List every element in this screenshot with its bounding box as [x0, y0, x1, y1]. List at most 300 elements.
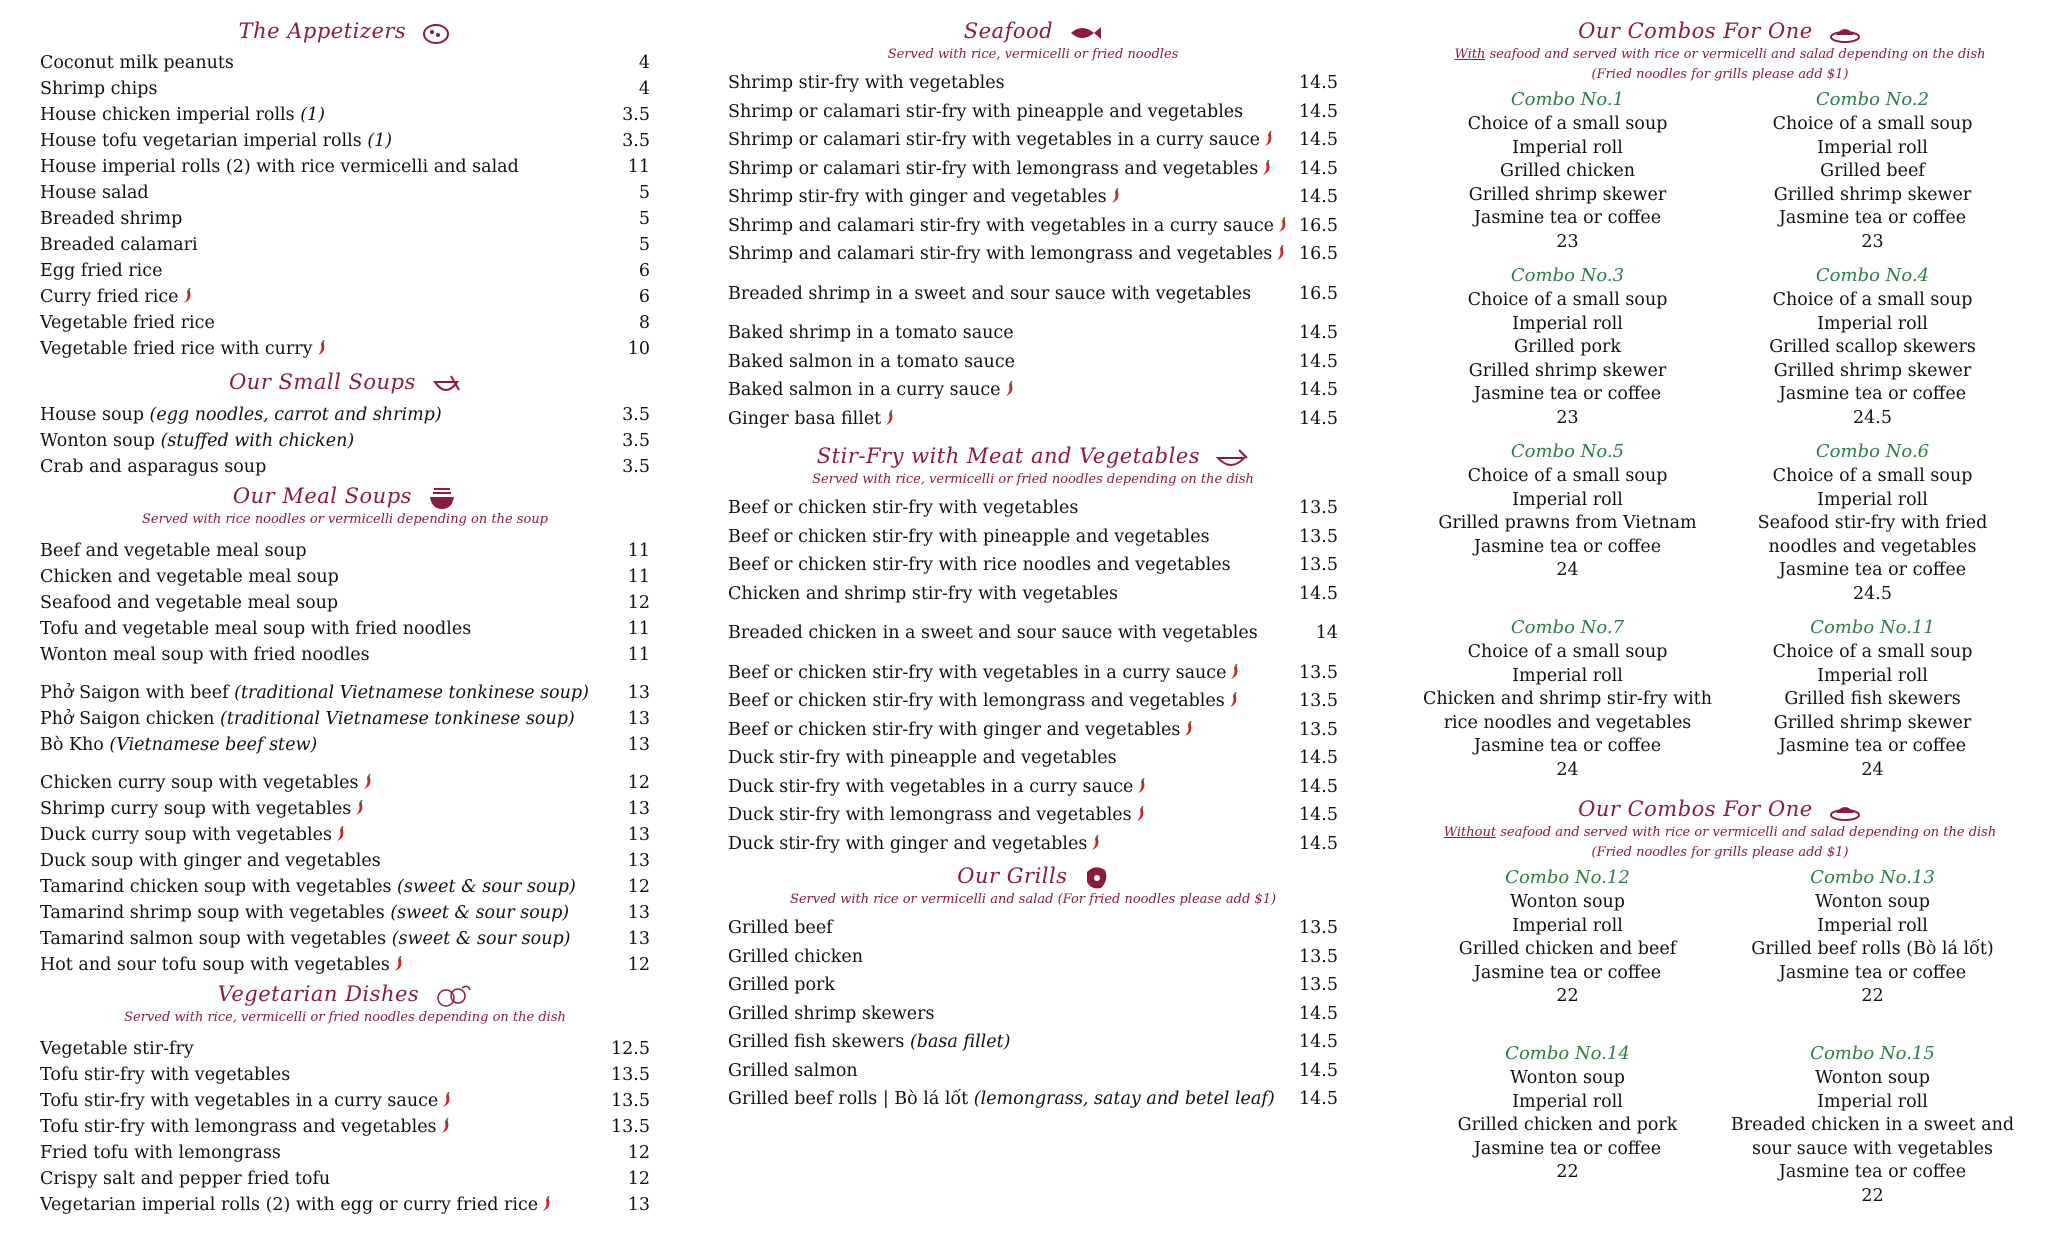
menu-item-name — [728, 555, 1231, 575]
menu-item-name — [40, 431, 354, 451]
menu-item — [40, 564, 650, 590]
menu-item — [728, 1000, 1338, 1029]
menu-item-price: 13.5 — [1299, 498, 1338, 519]
menu-item-name — [728, 1032, 1010, 1052]
menu-item-name — [40, 1039, 194, 1059]
menu-item — [728, 405, 1338, 434]
menu-item — [40, 1088, 650, 1114]
chili-pepper-icon — [1135, 778, 1147, 794]
menu-item-name — [40, 1143, 281, 1163]
item-note: (sweet & sour soup) — [397, 877, 576, 897]
combo-name: Combo No.3 — [1510, 265, 1625, 286]
menu-item-price: 14.5 — [1299, 408, 1338, 429]
combo-line: Choice of a small soup — [1467, 642, 1668, 662]
menu-item — [40, 402, 650, 428]
item-label: Tamarind chicken soup with vegetables — [40, 877, 392, 897]
item-label: Duck stir-fry with ginger and vegetables — [728, 833, 1088, 854]
item-label: Chicken curry soup with vegetables — [40, 773, 359, 793]
menu-item-price: 14.5 — [1299, 101, 1338, 122]
combo-card — [1725, 615, 2020, 791]
menu-item-name — [40, 209, 182, 229]
menu-item-name — [40, 105, 325, 125]
stirfry-list — [728, 494, 1338, 858]
menu-item — [40, 848, 650, 874]
menu-item-price: 4 — [638, 53, 650, 73]
chili-pepper-icon — [1274, 245, 1286, 261]
meal-soups-list — [40, 538, 650, 978]
item-note: (sweet & sour soup) — [391, 929, 571, 949]
menu-item-name — [40, 261, 162, 281]
menu-item — [728, 1085, 1338, 1114]
menu-item-price: 16.5 — [1299, 283, 1338, 304]
combo-name: Combo No.4 — [1815, 265, 1930, 286]
item-label: Vegetable stir-fry — [40, 1039, 194, 1059]
menu-item-price: 14.5 — [1299, 1089, 1338, 1110]
combo-line: Choice of a small soup — [1772, 114, 1973, 134]
item-label: Shrimp and calamari stir-fry with vegetables in a curry sauce — [728, 215, 1274, 236]
menu-item-name — [40, 53, 234, 73]
combo-line: Choice of a small soup — [1467, 466, 1668, 486]
combo-price: 22 — [1861, 986, 1884, 1007]
appetizers-list — [40, 50, 650, 362]
menu-item-name — [40, 131, 392, 151]
item-label: Breaded shrimp in a sweet and sour sauce with vegetables — [728, 283, 1252, 304]
menu-item-name — [40, 593, 338, 613]
menu-item — [40, 732, 650, 758]
menu-item-name — [40, 1169, 330, 1189]
chili-pepper-icon — [1227, 692, 1239, 708]
menu-item-name — [728, 1004, 934, 1024]
menu-item-name — [40, 287, 193, 307]
menu-item-name — [728, 1061, 858, 1081]
menu-item-price: 4 — [638, 79, 650, 99]
menu-item-price: 13 — [627, 735, 650, 755]
item-note: (stuffed with chicken) — [160, 431, 355, 451]
combos-with-subtitle-2: (Fried noodles for grills please add $1) — [1591, 67, 1849, 82]
combo-price: 23 — [1861, 231, 1884, 252]
combo-line: Grilled chicken and beef — [1458, 939, 1677, 960]
menu-item-price: 14.5 — [1299, 130, 1338, 151]
item-label: Duck stir-fry with pineapple and vegetables — [728, 748, 1117, 769]
menu-item-name — [40, 619, 471, 639]
combo-card — [1725, 439, 2020, 615]
combo-line: Jasmine tea or coffee — [1778, 736, 1967, 757]
combos-without-grid — [1420, 865, 2020, 1217]
chili-pepper-icon — [181, 288, 193, 304]
vegetarian-subtitle: Served with rice, vermicelli or fried noodles depending on the dish — [124, 1010, 566, 1025]
menu-item — [40, 874, 650, 900]
item-label: Chicken and vegetable meal soup — [40, 567, 339, 587]
combo-line: Imperial roll — [1817, 1091, 1928, 1112]
menu-item-name — [40, 457, 266, 477]
meal-soups-subtitle: Served with rice noodles or vermicelli depending on the soup — [142, 512, 548, 527]
combo-line: Jasmine tea or coffee — [1778, 1162, 1967, 1183]
menu-item-price: 13 — [627, 825, 650, 845]
menu-item — [728, 523, 1338, 552]
combo-card — [1420, 615, 1715, 791]
menu-item-name — [728, 216, 1288, 236]
menu-item-price: 5 — [638, 183, 650, 203]
chili-pepper-icon — [1182, 721, 1194, 737]
combo-price: 24 — [1556, 759, 1579, 780]
item-label: Seafood and vegetable meal soup — [40, 593, 339, 613]
menu-item-name — [40, 773, 373, 793]
menu-item — [40, 428, 650, 454]
item-label: Beef or chicken stir-fry with pineapple and vegetables — [728, 526, 1210, 547]
menu-item-name — [40, 709, 575, 729]
combo-line: Jasmine tea or coffee — [1473, 962, 1662, 983]
item-label: Beef and vegetable meal soup — [40, 541, 307, 561]
menu-item-price: 3.5 — [622, 105, 650, 125]
menu-item-name — [728, 102, 1243, 122]
item-note: (basa fillet) — [909, 1032, 1011, 1053]
menu-item — [40, 128, 650, 154]
item-label: Beef or chicken stir-fry with ginger and vegetables — [728, 719, 1181, 740]
item-label: Egg fried rice — [40, 261, 163, 281]
combo-line: Grilled prawns from Vietnam — [1438, 513, 1697, 534]
menu-item-name — [40, 183, 149, 203]
menu-item — [728, 687, 1338, 716]
menu-item-name — [40, 339, 327, 359]
menu-item — [40, 770, 650, 796]
chili-pepper-icon — [1003, 381, 1015, 397]
combo-line: Choice of a small soup — [1467, 114, 1668, 134]
menu-item-name — [40, 955, 404, 975]
combo-price: 24 — [1556, 560, 1579, 581]
menu-item — [728, 183, 1338, 212]
menu-item — [728, 155, 1338, 184]
menu-item-price: 13 — [627, 709, 650, 729]
vegetables-icon — [434, 982, 472, 1010]
menu-item-name — [728, 409, 895, 429]
menu-item — [40, 284, 650, 310]
item-label: Grilled beef rolls | Bò lá lốt — [728, 1089, 969, 1110]
menu-item — [40, 538, 650, 564]
menu-item — [728, 773, 1338, 802]
item-label: Baked salmon in a tomato sauce — [728, 351, 1015, 372]
chili-pepper-icon — [1228, 664, 1240, 680]
wok-icon — [1215, 446, 1249, 470]
menu-item-price: 14.5 — [1299, 833, 1338, 854]
menu-item-name — [40, 903, 569, 923]
menu-item-name — [40, 541, 307, 561]
combo-name: Combo No.12 — [1505, 867, 1630, 888]
item-label: Shrimp curry soup with vegetables — [40, 799, 352, 819]
item-label: Duck soup with ginger and vegetables — [40, 851, 381, 871]
combo-card — [1420, 439, 1715, 615]
menu-item-name — [728, 663, 1240, 683]
chili-pepper-icon — [1109, 188, 1121, 204]
steak-icon — [1083, 864, 1109, 892]
menu-item-price: 14.5 — [1299, 583, 1338, 604]
combo-name: Combo No.14 — [1505, 1043, 1630, 1064]
item-label: Phở Saigon with beef — [40, 683, 229, 703]
menu-item-price: 14.5 — [1299, 776, 1338, 797]
item-label: Breaded chicken in a sweet and sour sauce with vegetables — [728, 623, 1258, 644]
item-label: Curry fried rice — [40, 287, 179, 307]
menu-item-name — [728, 834, 1101, 854]
combo-line: Choice of a small soup — [1772, 466, 1973, 486]
combo-line: Grilled shrimp skewer — [1773, 712, 1972, 733]
menu-item — [40, 258, 650, 284]
item-label: Grilled shrimp skewers — [728, 1003, 935, 1024]
menu-item-price: 14.5 — [1299, 1060, 1338, 1081]
seafood-heading: Seafood — [728, 17, 1338, 45]
menu-item-price: 11 — [627, 541, 650, 561]
chili-pepper-icon — [1262, 131, 1274, 147]
combo-line: rice noodles and vegetables — [1443, 712, 1692, 733]
menu-item-name — [728, 284, 1251, 304]
item-label: Shrimp or calamari stir-fry with pineapple and vegetables — [728, 101, 1244, 122]
menu-item-name — [728, 187, 1121, 207]
menu-item-price: 13.5 — [611, 1117, 650, 1137]
menu-item-price: 13 — [627, 851, 650, 871]
combos-with-subtitle: With seafood and served with rice or vermicelli and salad depending on the dish — [1454, 47, 1986, 62]
item-label: House imperial rolls (2) with rice vermicelli and salad — [40, 157, 519, 177]
chili-pepper-icon — [315, 340, 327, 356]
combo-card — [1420, 263, 1715, 439]
combo-price: 22 — [1556, 986, 1579, 1007]
item-label: Shrimp and calamari stir-fry with lemongrass and vegetables — [728, 244, 1273, 265]
vegetarian-heading: Vegetarian Dishes — [40, 980, 650, 1008]
combo-name: Combo No.13 — [1810, 867, 1935, 888]
soup-spoon-icon — [431, 372, 461, 396]
menu-item-name — [728, 748, 1117, 768]
combo-line: Wonton soup — [1510, 892, 1625, 912]
combo-card — [1725, 87, 2020, 263]
item-label: House chicken imperial rolls — [40, 105, 295, 125]
combo-line: Imperial roll — [1817, 489, 1928, 510]
combo-line: Wonton soup — [1815, 892, 1930, 912]
menu-item-name — [40, 157, 519, 177]
combo-line: Jasmine tea or coffee — [1778, 962, 1967, 983]
menu-item-price: 14.5 — [1299, 380, 1338, 401]
item-label: Wonton soup — [40, 431, 155, 451]
menu-item — [40, 1062, 650, 1088]
item-label: Bò Kho — [40, 735, 104, 755]
item-label: Wonton meal soup with fried noodles — [40, 645, 370, 665]
menu-item-name — [40, 929, 571, 949]
item-label: Beef or chicken stir-fry with rice noodles and vegetables — [728, 555, 1231, 576]
combo-line: Imperial roll — [1512, 1091, 1623, 1112]
menu-item — [40, 336, 650, 362]
menu-item-price: 10 — [627, 339, 650, 359]
combo-line: Imperial roll — [1817, 915, 1928, 936]
menu-item — [728, 744, 1338, 773]
menu-item-name — [728, 380, 1015, 400]
menu-item — [40, 1114, 650, 1140]
combo-line: Grilled shrimp skewer — [1773, 360, 1972, 381]
item-label: Beef or chicken stir-fry with lemongrass and vegetables — [728, 691, 1225, 712]
item-label: Shrimp or calamari stir-fry with lemongrass and vegetables — [728, 158, 1259, 179]
menu-item — [40, 616, 650, 642]
menu-item — [40, 1166, 650, 1192]
menu-item — [728, 240, 1338, 269]
menu-item-price: 12 — [627, 1169, 650, 1189]
combo-line: Wonton soup — [1510, 1068, 1625, 1088]
combo-line: Jasmine tea or coffee — [1473, 208, 1662, 229]
menu-column-2 — [728, 0, 1338, 1114]
menu-item-price: 3.5 — [622, 431, 650, 451]
menu-item-name — [40, 313, 215, 333]
item-label: Baked shrimp in a tomato sauce — [728, 323, 1014, 344]
item-label: Tofu and vegetable meal soup with fried noodles — [40, 619, 472, 639]
menu-item-price: 13.5 — [1299, 662, 1338, 683]
menu-item-name — [728, 691, 1239, 711]
menu-item-name — [40, 1065, 290, 1085]
menu-item-price: 12 — [627, 877, 650, 897]
menu-item-price: 14.5 — [1299, 1032, 1338, 1053]
item-label: Grilled beef — [728, 918, 833, 939]
combos-without-heading: Our Combos For One — [1420, 795, 2020, 823]
item-label: Duck stir-fry with lemongrass and vegetables — [728, 805, 1132, 826]
menu-item — [728, 319, 1338, 348]
menu-item-price: 14.5 — [1299, 323, 1338, 344]
menu-item — [728, 580, 1338, 609]
menu-item-price: 6 — [638, 261, 650, 281]
item-label: Tofu stir-fry with vegetables in a curry sauce — [40, 1091, 439, 1111]
menu-item-name — [40, 405, 442, 425]
menu-item-price: 12 — [627, 593, 650, 613]
combo-card — [1725, 263, 2020, 439]
combo-line: Grilled chicken — [1500, 161, 1635, 182]
menu-item — [40, 590, 650, 616]
menu-item — [728, 716, 1338, 745]
combo-name: Combo No.11 — [1810, 617, 1935, 638]
combo-line: Grilled beef rolls (Bò lá lốt) — [1751, 939, 1994, 960]
grills-subtitle: Served with rice or vermicelli and salad (For fried noodles please add $1) — [789, 892, 1277, 907]
menu-item — [728, 830, 1338, 859]
item-label: Chicken and shrimp stir-fry with vegetables — [728, 583, 1118, 604]
item-note: (1) — [367, 131, 393, 151]
menu-item-price: 8 — [638, 313, 650, 333]
item-note: (Vietnamese beef stew) — [109, 735, 318, 755]
combo-name: Combo No.15 — [1810, 1043, 1935, 1064]
combo-line: Chicken and shrimp stir-fry with — [1423, 689, 1712, 710]
chili-pepper-icon — [1089, 835, 1101, 851]
menu-item-name — [728, 777, 1147, 797]
menu-item-price: 11 — [627, 645, 650, 665]
item-label: Vegetarian imperial rolls (2) with egg or curry fried rice — [40, 1195, 539, 1215]
combo-line: Jasmine tea or coffee — [1473, 384, 1662, 405]
item-label: Shrimp chips — [40, 79, 158, 99]
menu-item-price: 14.5 — [1299, 158, 1338, 179]
combo-price: 23 — [1556, 231, 1579, 252]
item-note: (1) — [300, 105, 325, 125]
menu-item-price: 11 — [627, 619, 650, 639]
combo-name: Combo No.1 — [1510, 89, 1625, 110]
menu-item — [728, 619, 1338, 648]
seafood-subtitle: Served with rice, vermicelli or fried noodles — [887, 47, 1179, 62]
menu-item — [40, 1192, 650, 1218]
menu-item-price: 13 — [627, 799, 650, 819]
menu-item-price: 3.5 — [622, 457, 650, 477]
combo-line: Imperial roll — [1512, 665, 1623, 686]
combo-line: Grilled beef — [1820, 161, 1925, 182]
item-label: Shrimp stir-fry with ginger and vegetables — [728, 187, 1107, 208]
combo-card — [1420, 865, 1715, 1041]
menu-item — [728, 551, 1338, 580]
menu-item-price: 12 — [627, 1143, 650, 1163]
combos-without-subtitle-2: (Fried noodles for grills please add $1) — [1591, 845, 1849, 860]
item-note: (egg noodles, carrot and shrimp) — [149, 405, 442, 425]
menu-item-name — [728, 947, 863, 967]
menu-item-name — [728, 918, 833, 938]
combo-line: Imperial roll — [1512, 137, 1623, 158]
menu-item — [40, 900, 650, 926]
menu-item-name — [40, 1117, 451, 1137]
combo-line: Imperial roll — [1817, 665, 1928, 686]
menu-item — [728, 98, 1338, 127]
item-label: Hot and sour tofu soup with vegetables — [40, 955, 390, 975]
menu-item-name — [728, 244, 1286, 264]
seafood-list — [728, 69, 1338, 433]
combo-line: Jasmine tea or coffee — [1778, 208, 1967, 229]
combo-price: 24.5 — [1853, 583, 1892, 604]
combo-line: Choice of a small soup — [1772, 642, 1973, 662]
menu-item-name — [40, 1091, 452, 1111]
chili-pepper-icon — [1276, 217, 1288, 233]
menu-item — [40, 310, 650, 336]
menu-item-name — [40, 825, 346, 845]
menu-item-name — [728, 498, 1078, 518]
menu-item-price: 16.5 — [1299, 215, 1338, 236]
menu-item-name — [728, 720, 1194, 740]
menu-item — [728, 971, 1338, 1000]
menu-item — [40, 952, 650, 978]
item-label: Coconut milk peanuts — [40, 53, 234, 73]
item-label: House tofu vegetarian imperial rolls — [40, 131, 362, 151]
grills-heading: Our Grills — [728, 862, 1338, 890]
bowl-icon — [421, 21, 451, 45]
combo-line: Choice of a small soup — [1467, 290, 1668, 310]
menu-item — [40, 206, 650, 232]
combo-price: 22 — [1556, 1162, 1579, 1183]
menu-item — [40, 796, 650, 822]
menu-item-price: 13 — [627, 929, 650, 949]
menu-item-price: 13.5 — [1299, 918, 1338, 939]
combo-line: Seafood stir-fry with fried — [1757, 513, 1988, 534]
menu-item-name — [40, 877, 576, 897]
item-label: House soup — [40, 405, 144, 425]
menu-item — [40, 822, 650, 848]
appetizers-heading: The Appetizers — [40, 17, 650, 45]
combo-line: Imperial roll — [1817, 313, 1928, 334]
combo-price: 24.5 — [1853, 407, 1892, 428]
item-label: Crispy salt and pepper fried tofu — [40, 1169, 331, 1189]
chili-pepper-icon — [392, 956, 404, 972]
menu-item — [728, 348, 1338, 377]
menu-item — [728, 943, 1338, 972]
menu-item-price: 12 — [627, 773, 650, 793]
combo-line: Grilled pork — [1514, 337, 1621, 358]
menu-item-price: 3.5 — [622, 131, 650, 151]
combo-line: noodles and vegetables — [1768, 536, 1977, 557]
combo-line: Imperial roll — [1512, 489, 1623, 510]
menu-item — [728, 494, 1338, 523]
chili-pepper-icon — [353, 800, 365, 816]
small-soups-heading: Our Small Soups — [40, 368, 650, 396]
item-label: Phở Saigon chicken — [40, 709, 215, 729]
menu-item — [728, 914, 1338, 943]
item-label: Grilled chicken — [728, 946, 863, 967]
item-label: Grilled fish skewers — [728, 1032, 905, 1053]
item-note: (traditional Vietnamese tonkinese soup) — [234, 683, 589, 703]
item-label: Tofu stir-fry with lemongrass and vegetables — [40, 1117, 437, 1137]
menu-item-price: 13 — [627, 683, 650, 703]
small-soups-list — [40, 402, 650, 480]
item-label: Duck curry soup with vegetables — [40, 825, 332, 845]
